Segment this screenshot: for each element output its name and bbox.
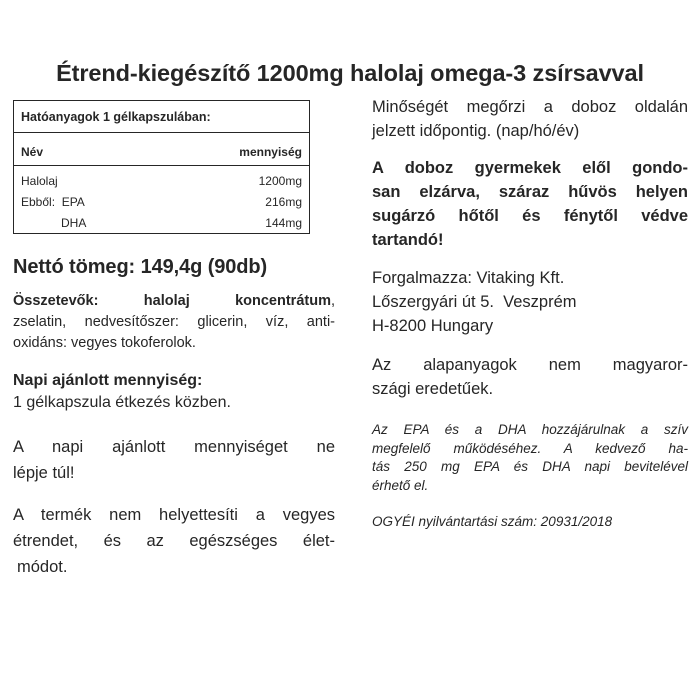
child-warning-line: A doboz gyermekek elől gondo- bbox=[372, 159, 688, 177]
dosage-label: Napi ajánlott mennyiség: bbox=[13, 372, 203, 389]
storage-note bbox=[372, 95, 688, 143]
registration-number: OGYÉI nyilvántartási szám: 20931/2018 bbox=[372, 514, 613, 529]
health-claim-line: tás 250 mg EPA és DHA napi bevitelével bbox=[372, 459, 688, 474]
storage-line: jelzett időpontig. (nap/hó/év) bbox=[372, 122, 580, 140]
child-warning-line: tartandó! bbox=[372, 231, 444, 249]
health-claim bbox=[372, 421, 688, 495]
dosage-text: 1 gélkapszula étkezés közben. bbox=[13, 394, 231, 411]
storage-line: Minőségét megőrzi a doboz oldalán bbox=[372, 98, 688, 116]
nutrition-row-label: Halolaj bbox=[21, 174, 58, 188]
nutrition-col-name: Név bbox=[21, 145, 44, 159]
health-claim-line: érhető el. bbox=[372, 477, 429, 493]
child-warning bbox=[372, 156, 688, 252]
diet-note-line: módot. bbox=[17, 558, 68, 576]
health-claim-line: Az EPA és a DHA hozzájárulnak a szív bbox=[372, 422, 688, 437]
nutrition-row-label: DHA bbox=[61, 216, 87, 230]
left-column bbox=[13, 100, 335, 580]
origin-line: szági eredetűek. bbox=[372, 380, 494, 398]
nutrition-row-value: 1200mg bbox=[258, 174, 302, 188]
diet-note-line: A termék nem helyettesíti a vegyes bbox=[13, 506, 335, 524]
ingredients-label: Összetevők: bbox=[13, 293, 99, 309]
page-title: Étrend-kiegészítő 1200mg halolaj omega-3 zsírsavval bbox=[56, 60, 644, 86]
origin-line: Az alapanyagok nem magyaror- bbox=[372, 356, 688, 374]
child-warning-line: sugárzó hőtől és fénytől védve bbox=[372, 207, 688, 225]
distributor-line: Lőszergyári út 5. Veszprém bbox=[372, 293, 577, 311]
distributor-line: H-8200 Hungary bbox=[372, 317, 494, 335]
nutrition-header: Hatóanyagok 1 gélkapszulában: bbox=[21, 110, 211, 124]
dosage bbox=[13, 370, 335, 414]
nutrition-divider bbox=[14, 165, 309, 166]
ingredients-line bbox=[13, 291, 335, 312]
ingredients bbox=[13, 291, 335, 354]
ingredients-punct: , bbox=[330, 293, 335, 309]
dose-warning-line: lépje túl! bbox=[13, 464, 75, 482]
distributor-line: Forgalmazza: Vitaking Kft. bbox=[372, 269, 565, 287]
nutrition-row-label: Ebből: EPA bbox=[21, 195, 85, 209]
nutrition-divider bbox=[14, 132, 309, 133]
ingredients-main: halolaj koncentrátum bbox=[143, 293, 331, 309]
child-warning-line: san elzárva, száraz hűvös helyen bbox=[372, 183, 688, 201]
dose-warning bbox=[13, 434, 335, 486]
net-weight: Nettó tömeg: 149,4g (90db) bbox=[13, 256, 268, 278]
nutrition-row-value: 216mg bbox=[265, 195, 302, 209]
ingredients-line: oxidáns: vegyes tokoferolok. bbox=[13, 335, 196, 351]
diet-note-line: étrendet, és az egészséges élet- bbox=[13, 532, 335, 550]
ingredients-line: zselatin, nedvesítőszer: glicerin, víz, anti- bbox=[13, 314, 335, 330]
nutrition-row-value: 144mg bbox=[265, 216, 302, 230]
origin-note bbox=[372, 353, 688, 401]
right-column bbox=[372, 100, 688, 532]
health-claim-line: megfelelő működéséhez. A kedvező ha- bbox=[372, 440, 688, 456]
nutrition-table bbox=[13, 100, 310, 234]
diet-note bbox=[13, 502, 335, 580]
dose-warning-line: A napi ajánlott mennyiséget ne bbox=[13, 438, 335, 456]
nutrition-col-qty: mennyiség bbox=[239, 145, 302, 159]
distributor bbox=[372, 266, 688, 338]
